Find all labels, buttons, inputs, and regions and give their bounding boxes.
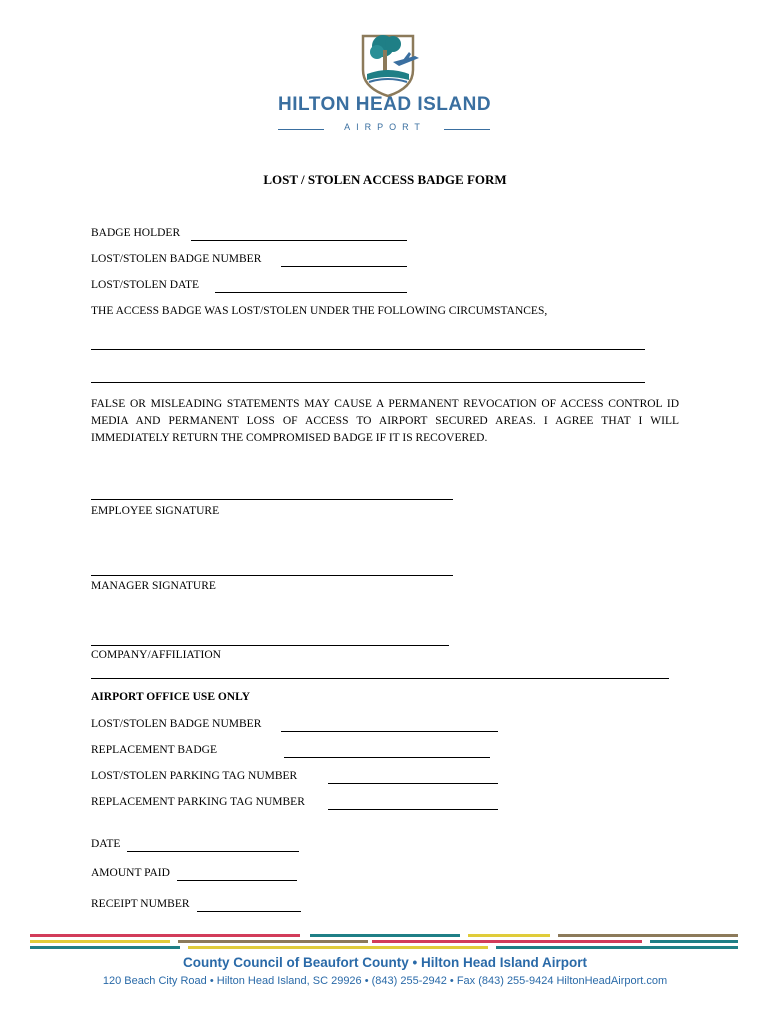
employee-signature-label: EMPLOYEE SIGNATURE [91, 505, 220, 517]
stripe-yellow-2 [30, 940, 170, 943]
stripe-yellow-1 [468, 934, 550, 937]
lost-date-field[interactable] [215, 292, 407, 293]
stripe-yellow-3 [188, 946, 488, 949]
replacement-badge-label: REPLACEMENT BADGE [91, 744, 217, 756]
stripe-teal-1 [310, 934, 460, 937]
receipt-number-field[interactable] [197, 911, 301, 912]
airport-emblem-icon [353, 30, 423, 98]
circumstances-label: THE ACCESS BADGE WAS LOST/STOLEN UNDER THE FOLLOWING CIRCUMSTANCES, [91, 305, 548, 317]
parking-tag-field[interactable] [328, 783, 498, 784]
replacement-parking-tag-field[interactable] [328, 809, 498, 810]
company-label: COMPANY/AFFILIATION [91, 649, 221, 661]
logo-subtitle: AIRPORT [344, 122, 426, 132]
employee-signature-field[interactable] [91, 499, 453, 500]
section-divider [91, 678, 669, 679]
office-date-field[interactable] [127, 851, 299, 852]
company-field[interactable] [91, 645, 449, 646]
manager-signature-label: MANAGER SIGNATURE [91, 580, 216, 592]
parking-tag-label: LOST/STOLEN PARKING TAG NUMBER [91, 770, 298, 782]
office-date-label: DATE [91, 838, 121, 850]
logo-rule-right [444, 129, 490, 130]
form-title: LOST / STOLEN ACCESS BADGE FORM [263, 172, 507, 187]
amount-paid-field[interactable] [177, 880, 297, 881]
stripe-brown-2 [178, 940, 368, 943]
circumstances-line-2[interactable] [91, 382, 645, 383]
amount-paid-label: AMOUNT PAID [91, 867, 170, 879]
logo-title: HILTON HEAD ISLAND [278, 94, 492, 115]
stripe-red-2 [372, 940, 642, 943]
footer-address: 120 Beach City Road • Hilton Head Island, SC 29926 • (843) 255-2942 • Fax (843) 255-9424 HiltonHeadAirport.com [102, 975, 668, 987]
replacement-parking-tag-label: REPLACEMENT PARKING TAG NUMBER [91, 796, 305, 808]
manager-signature-field[interactable] [91, 575, 453, 576]
office-badge-number-label: LOST/STOLEN BADGE NUMBER [91, 718, 262, 730]
replacement-badge-field[interactable] [284, 757, 490, 758]
office-use-heading: AIRPORT OFFICE USE ONLY [91, 691, 251, 703]
stripe-teal-4 [496, 946, 738, 949]
footer-organization: County Council of Beaufort County • Hilton Head Island Airport [183, 955, 587, 970]
stripe-teal-2 [650, 940, 738, 943]
stripe-brown-1 [558, 934, 738, 937]
lost-date-label: LOST/STOLEN DATE [91, 279, 200, 291]
badge-number-label: LOST/STOLEN BADGE NUMBER [91, 253, 262, 265]
warning-statement: FALSE OR MISLEADING STATEMENTS MAY CAUSE A PERMANENT REVOCATION OF ACCESS CONTROL ID MEDIA AND PERMANENT LOSS OF ACCESS TO AIRPORT SECURED AREAS. I AGREE THAT I WILL IMMEDIATELY RETURN THE COMPROMISED BADGE IF IT IS RECOVERED. [91, 398, 679, 444]
badge-holder-label: BADGE HOLDER [91, 227, 181, 239]
stripe-teal-3 [30, 946, 180, 949]
circumstances-line-1[interactable] [91, 349, 645, 350]
badge-number-field[interactable] [281, 266, 407, 267]
stripe-red-1 [30, 934, 300, 937]
office-badge-number-field[interactable] [281, 731, 498, 732]
receipt-number-label: RECEIPT NUMBER [91, 898, 190, 910]
badge-holder-field[interactable] [191, 240, 407, 241]
